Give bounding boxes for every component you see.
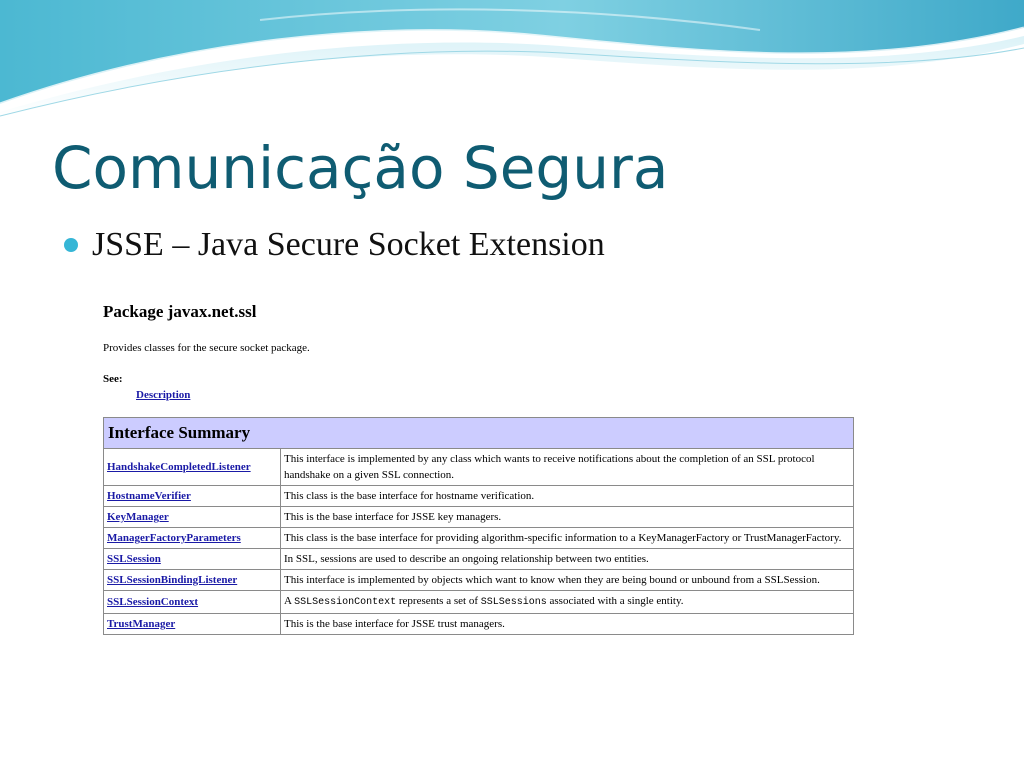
interface-link-handshakecompletedlistener[interactable]: HandshakeCompletedListener <box>107 461 251 473</box>
bullet-text: JSSE – Java Secure Socket Extension <box>92 226 605 263</box>
interface-description: This is the base interface for JSSE key managers. <box>281 507 854 528</box>
interface-summary-table <box>103 417 854 635</box>
interface-link-trustmanager[interactable]: TrustManager <box>107 618 176 630</box>
interface-name-cell <box>104 614 281 635</box>
interface-link-managerfactoryparameters[interactable]: ManagerFactoryParameters <box>107 532 241 544</box>
interface-description <box>281 591 854 614</box>
table-row <box>104 528 854 549</box>
interface-name-cell <box>104 486 281 507</box>
code-text: SSLSessionContext <box>294 597 397 608</box>
interface-description: This class is the base interface for providing algorithm-specific information to a KeyManagerFactory or TrustManagerFactory. <box>281 528 854 549</box>
interface-link-sslsession[interactable]: SSLSession <box>107 553 161 565</box>
interface-name-cell <box>104 549 281 570</box>
interface-description: This interface is implemented by objects which want to know when they are being bound or unbound from a SSLSession. <box>281 570 854 591</box>
bullet-dot-icon <box>64 238 78 252</box>
package-description: Provides classes for the secure socket package. <box>103 342 310 354</box>
interface-link-sslsessionbindinglistener[interactable]: SSLSessionBindingListener <box>107 574 238 586</box>
table-row <box>104 591 854 614</box>
interface-link-hostnameverifier[interactable]: HostnameVerifier <box>107 490 191 502</box>
decorative-wave-banner <box>0 0 1024 120</box>
interface-description: In SSL, sessions are used to describe an ongoing relationship between two entities. <box>281 549 854 570</box>
interface-description: This class is the base interface for hostname verification. <box>281 486 854 507</box>
description-text: represents a set of <box>398 595 478 607</box>
interface-name-cell <box>104 528 281 549</box>
bullet-item <box>64 222 605 268</box>
description-text: A <box>284 595 292 607</box>
table-row <box>104 549 854 570</box>
package-heading: Package javax.net.ssl <box>103 302 257 321</box>
table-row <box>104 449 854 486</box>
table-header-row <box>104 418 854 449</box>
interface-name-cell <box>104 449 281 486</box>
description-link[interactable]: Description <box>136 389 191 401</box>
table-header: Interface Summary <box>104 418 854 449</box>
interface-name-cell <box>104 570 281 591</box>
description-text: associated with a single entity. <box>549 595 684 607</box>
slide-title: Comunicação Segura <box>52 134 669 202</box>
code-text: SSLSessions <box>480 597 547 608</box>
table-row <box>104 486 854 507</box>
interface-name-cell <box>104 507 281 528</box>
table-row <box>104 570 854 591</box>
interface-link-keymanager[interactable]: KeyManager <box>107 511 169 523</box>
interface-link-sslsessioncontext[interactable]: SSLSessionContext <box>107 596 199 608</box>
table-row <box>104 614 854 635</box>
table-row <box>104 507 854 528</box>
javadoc-screenshot <box>96 296 856 682</box>
interface-description: This interface is implemented by any class which wants to receive notifications about the completion of an SSL protocol handshake on a given SSL connection. <box>281 449 854 486</box>
interface-name-cell <box>104 591 281 614</box>
interface-description: This is the base interface for JSSE trust managers. <box>281 614 854 635</box>
see-label: See: <box>103 373 123 385</box>
